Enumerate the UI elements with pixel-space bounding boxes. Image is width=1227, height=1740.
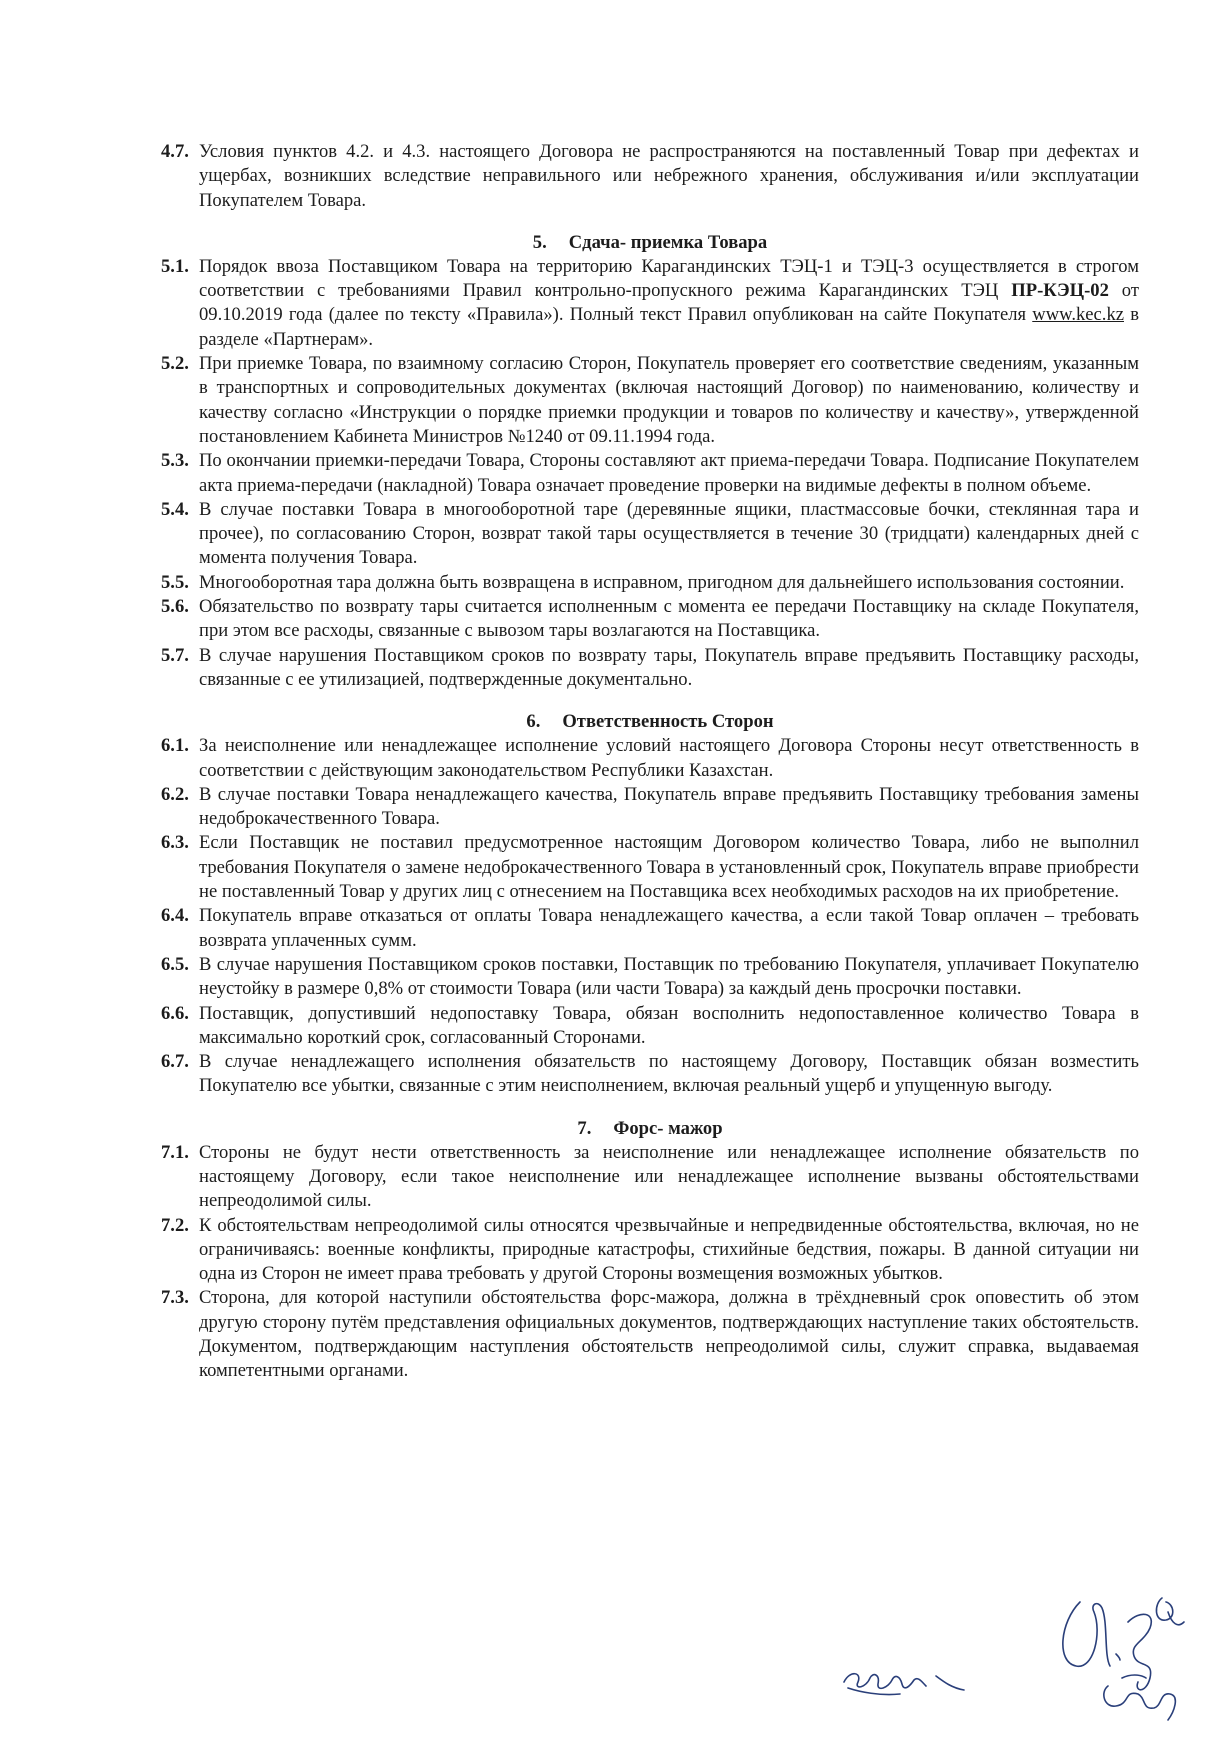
clause-6-2 (161, 783, 1139, 832)
document-body (161, 140, 1139, 1384)
clause-number: 7.2. (161, 1214, 189, 1236)
clause-text: Покупатель вправе отказаться от оплаты Товара ненадлежащего качества, а если такой Товар оплачен – требовать возврата уплаченных сумм. (199, 905, 1139, 951)
clause-text: По окончании приемки-передачи Товара, Стороны составляют акт приема-передачи Товара. Подписание Покупателем акта приема-передачи (накладной) Товара означает проведение проверки на видимые дефекты в полном объеме. (199, 450, 1139, 496)
clause-number: 7.3. (161, 1287, 189, 1309)
clause-number: 5.2. (161, 353, 189, 375)
section-6-clauses (161, 734, 1139, 1098)
clause-text: К обстоятельствам непреодолимой силы относятся чрезвычайные и непредвиденные обстоятельства, включая, но не ограничиваясь: военные конфликты, природные катастрофы, стихийные бедствия, пожары. В данной ситуации ни одна из Сторон не имеет права требовать у другой Стороны возмещения возможных убытков. (199, 1214, 1139, 1285)
section-7-clauses (161, 1141, 1139, 1384)
clause-5-4 (161, 498, 1139, 571)
clause-7-2 (161, 1214, 1139, 1287)
clause-4-7 (161, 140, 1139, 213)
clause-5-3 (161, 449, 1139, 498)
clause-text: В случае поставки Товара ненадлежащего качества, Покупатель вправе предъявить Поставщику требования замены недоброкачественного Товара. (199, 783, 1139, 830)
clause-number: 5.7. (161, 644, 189, 666)
signature-left (840, 1652, 970, 1702)
clause-number: 6.6. (161, 1002, 189, 1024)
clause-text: Многооборотная тара должна быть возвращена в исправном, пригодном для дальнейшего использования состоянии. (199, 571, 1125, 593)
clause-7-3 (161, 1286, 1139, 1383)
clause-text: Обязательство по возврату тары считается исполненным с момента ее передачи Поставщику на складе Покупателя, при этом все расходы, связанные с вывозом тары возлагаются на Поставщика. (199, 596, 1139, 642)
clause-number: 5.5. (161, 571, 189, 593)
clause-5-2 (161, 352, 1139, 449)
website-link[interactable]: www.kec.kz (1032, 304, 1124, 326)
clause-6-3 (161, 831, 1139, 904)
clause-5-1 (161, 255, 1139, 352)
clause-6-6 (161, 1002, 1139, 1051)
clause-number: 6.2. (161, 783, 189, 805)
section-7-heading (161, 1117, 1139, 1141)
clause-text: от 09.10.2019 года (далее по тексту «Правила»). Полный текст Правил опубликован на сайте Покупателя (199, 280, 1139, 326)
section-5-heading (161, 231, 1139, 255)
clause-text: Стороны не будут нести ответственность за неисполнение или ненадлежащее исполнение обязательств по настоящему Договору, если такое неисполнение или ненадлежащее исполнение вызваны обстоятельствами непреодолимой силы. (199, 1141, 1139, 1212)
clause-number: 6.3. (161, 832, 189, 854)
clause-text: Поставщик, допустивший недопоставку Товара, обязан восполнить недопоставленное количество Товара в максимально короткий срок, согласованный Сторонами. (199, 1002, 1139, 1048)
clause-6-5 (161, 953, 1139, 1002)
clause-6-7 (161, 1050, 1139, 1099)
clause-5-7 (161, 644, 1139, 693)
clause-6-4 (161, 904, 1139, 953)
clause-number: 5.3. (161, 450, 189, 472)
clause-text: в разделе «Партнерам». (199, 304, 1139, 350)
clause-text: Условия пунктов 4.2. и 4.3. настоящего Договора не распространяются на поставленный Товар при дефектах и ущербах, возникших вследствие неправильного или небрежного хранения, обслуживания и/или эксплуатации Покупателем Товара. (199, 141, 1139, 211)
section-6-heading (161, 710, 1139, 734)
clause-number: 6.4. (161, 905, 189, 927)
clause-text: В случае нарушения Поставщиком сроков по возврату тары, Покупатель вправе предъявить Поставщику расходы, связанные с ее утилизацией, подтвержденные документально. (199, 644, 1139, 690)
section-title: Форс- мажор (613, 1117, 723, 1139)
clause-text: Если Поставщик не поставил предусмотренное настоящим Договором количество Товара, либо не выполнил требования Покупателя о замене недоброкачественного Товара в установленный срок, Покупатель вправе приобрести не поставленный Товар у других лиц с отнесением на Поставщика всех необходимых расходов на их приобретение. (199, 832, 1139, 903)
clause-number: 6.1. (161, 735, 189, 757)
signature-right (1050, 1582, 1200, 1732)
clause-number: 6.5. (161, 953, 189, 975)
clause-text: В случае нарушения Поставщиком сроков поставки, Поставщик по требованию Покупателя, уплачивает Покупателю неустойку в размере 0,8% от стоимости Товара (или части Товара) за каждый день просрочки поставки. (199, 953, 1139, 1000)
section-title: Ответственность Сторон (562, 711, 774, 733)
clause-text: При приемке Товара, по взаимному согласию Сторон, Покупатель проверяет его соответствие сведениям, указанным в транспортных и сопроводительных документах (включая настоящий Договор) по наименованию, количеству и качеству согласно «Инструкции о порядке приемки продукции и товаров по количеству и качеству», утвержденной постановлением Кабинета Министров №1240 от 09.11.1994 года. (199, 353, 1139, 447)
clause-text: Порядок ввоза Поставщиком Товара на территорию Карагандинских ТЭЦ-1 и ТЭЦ-3 осуществляется в строгом соответствии с требованиями Правил контрольно-пропускного режима Карагандинских ТЭЦ (199, 255, 1139, 302)
clause-number: 7.1. (161, 1141, 189, 1163)
section-title: Сдача- приемка Товара (568, 231, 768, 253)
section-number: 6. (526, 711, 541, 733)
clause-7-1 (161, 1141, 1139, 1214)
clause-text: В случае поставки Товара в многооборотной таре (деревянные ящики, пластмассовые бочки, стеклянная тара и прочее), по согласованию Сторон, возврат такой тары осуществляется в течение 30 (тридцати) календарных дней с момента получения Товара. (199, 498, 1139, 569)
clause-5-6 (161, 595, 1139, 644)
clause-text: Сторона, для которой наступили обстоятельства форс-мажора, должна в трёхдневный срок оповестить об этом другую сторону путём представления официальных документов, подтверждающих наступление таких обстоятельств. Документом, подтверждающим наступления обстоятельств непреодолимой силы, служит справка, выдаваемая компетентными органами. (199, 1287, 1139, 1382)
clause-number: 5.1. (161, 255, 189, 277)
clause-number: 4.7. (161, 141, 189, 162)
clause-6-1 (161, 734, 1139, 783)
rules-code: ПР-КЭЦ-02 (1011, 280, 1109, 302)
clause-text: В случае ненадлежащего исполнения обязательств по настоящему Договору, Поставщик обязан возместить Покупателю все убытки, связанные с этим неисполнением, включая реальный ущерб и упущенную выгоду. (199, 1051, 1139, 1097)
clause-number: 5.4. (161, 498, 189, 520)
clause-text: За неисполнение или ненадлежащее исполнение условий настоящего Договора Стороны несут ответственность в соответствии с действующим законодательством Республики Казахстан. (199, 735, 1139, 781)
section-5-clauses (161, 352, 1139, 692)
section-number: 7. (577, 1117, 592, 1139)
section-number: 5. (532, 231, 547, 253)
clause-number: 5.6. (161, 596, 189, 618)
clause-number: 6.7. (161, 1051, 189, 1073)
clause-5-5 (161, 571, 1139, 595)
